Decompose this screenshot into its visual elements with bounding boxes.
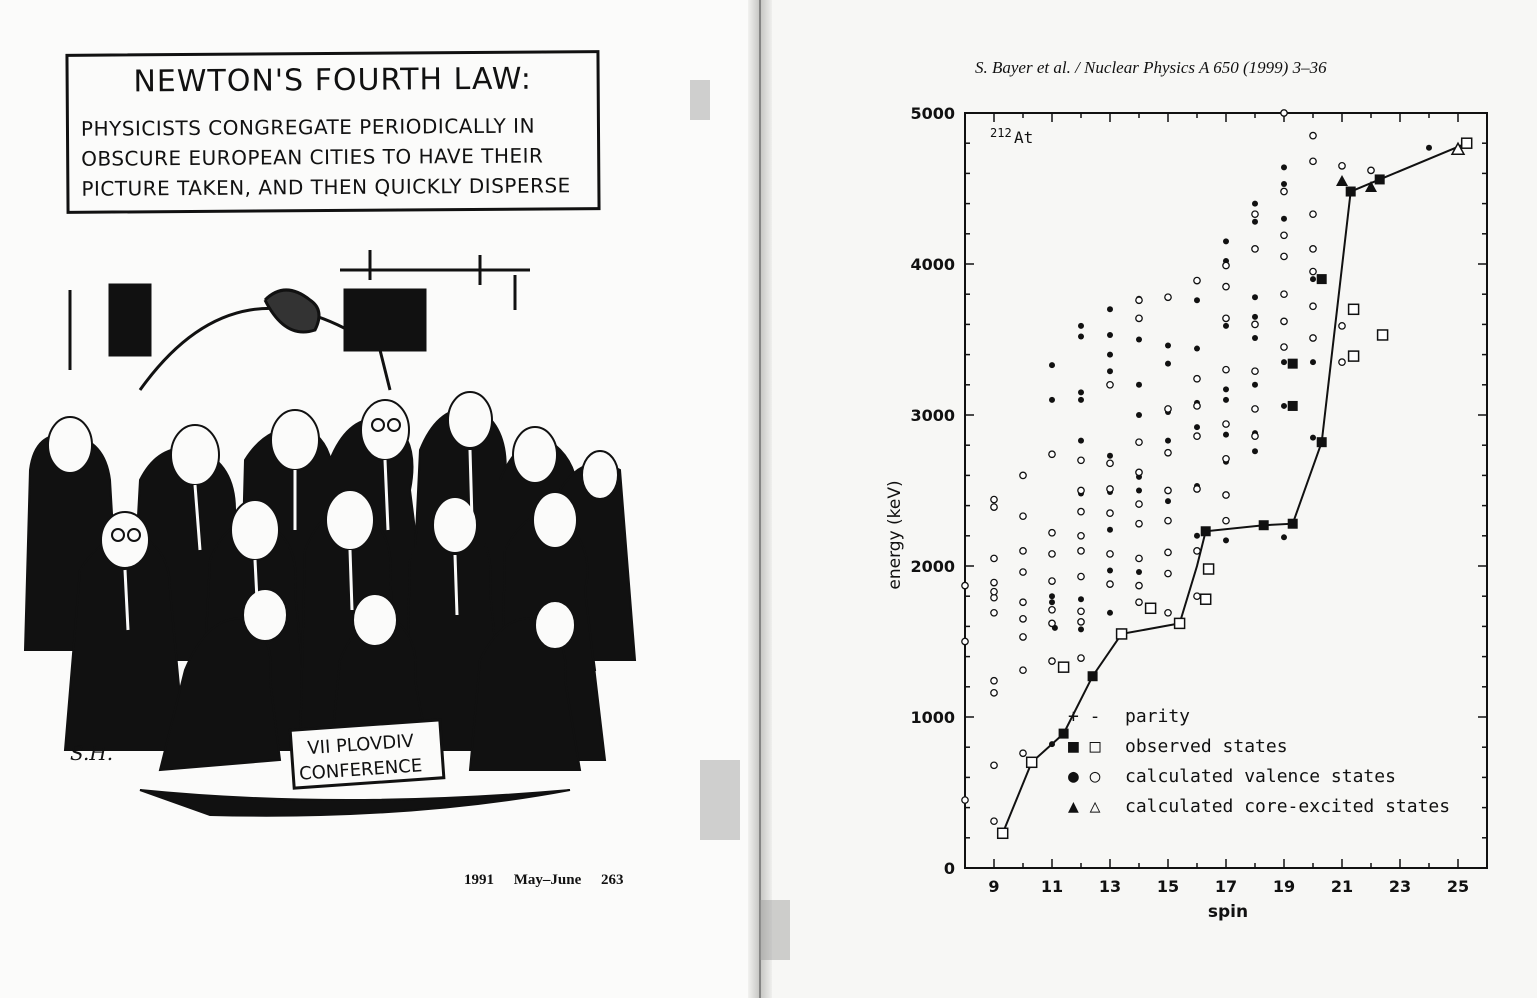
open-circle-point [1020, 472, 1026, 478]
filled-circle-point [1136, 412, 1142, 418]
filled-circle-point [1049, 593, 1055, 599]
open-circle-point [1165, 518, 1171, 524]
series-2 [998, 138, 1472, 838]
open-circle-point [1020, 599, 1026, 605]
filled-circle-point [1107, 527, 1113, 533]
cartoon-caption-line-1: PHYSICISTS CONGREGATE PERIODICALLY IN [80, 113, 536, 141]
open-circle-point [1252, 246, 1258, 252]
open-circle-point [1281, 232, 1287, 238]
open-circle-point [1310, 335, 1316, 341]
scan-noise [760, 900, 790, 960]
open-square-point [1378, 330, 1388, 340]
filled-circle-point [1136, 488, 1142, 494]
open-circle-point [1223, 456, 1229, 462]
open-square-point [1175, 618, 1185, 628]
open-circle-point [1136, 582, 1142, 588]
legend-symbols: ▲ △ [1068, 796, 1101, 817]
open-circle-point [1049, 578, 1055, 584]
open-circle-point [1107, 486, 1113, 492]
open-circle-point [1165, 610, 1171, 616]
filled-square-point [1317, 274, 1327, 284]
open-circle-point [1368, 167, 1374, 173]
cartoon-title: NEWTON'S FOURTH LAW: [133, 61, 532, 100]
open-circle-point [1020, 750, 1026, 756]
open-circle-point [1078, 533, 1084, 539]
filled-circle-point [1078, 438, 1084, 444]
open-circle-point [1223, 518, 1229, 524]
nucleus-mass-number: 212 [990, 126, 1012, 140]
filled-circle-point [1252, 219, 1258, 225]
open-circle-point [991, 678, 997, 684]
legend-label: parity [1125, 706, 1191, 727]
open-square-point [1204, 564, 1214, 574]
open-circle-point [962, 797, 968, 803]
open-circle-point [1020, 548, 1026, 554]
filled-circle-point [1223, 238, 1229, 244]
y-tick-label: 3000 [910, 406, 955, 425]
open-circle-point [991, 818, 997, 824]
filled-circle-point [1107, 368, 1113, 374]
legend-label: observed states [1125, 736, 1288, 757]
open-circle-point [1107, 581, 1113, 587]
y-tick-label: 0 [943, 859, 955, 878]
legend-label: calculated valence states [1125, 766, 1396, 787]
y-tick-label: 5000 [910, 104, 955, 123]
open-circle-point [962, 582, 968, 588]
footer-page-number: 263 [601, 872, 624, 888]
open-circle-point [1252, 368, 1258, 374]
filled-circle-point [1107, 568, 1113, 574]
nucleus-symbol: At [1014, 128, 1034, 147]
filled-circle-point [1223, 432, 1229, 438]
open-circle-point [991, 690, 997, 696]
filled-circle-point [1078, 626, 1084, 632]
filled-circle-point [1078, 389, 1084, 395]
open-circle-point [1078, 619, 1084, 625]
open-circle-point [1107, 460, 1113, 466]
open-circle-point [1107, 551, 1113, 557]
open-circle-point [1281, 253, 1287, 259]
open-circle-point [1107, 510, 1113, 516]
filled-square-point [1259, 520, 1269, 530]
open-circle-point [1049, 658, 1055, 664]
filled-circle-point [1252, 314, 1258, 320]
filled-circle-point [1165, 361, 1171, 367]
filled-circle-point [1281, 534, 1287, 540]
x-tick-label: 19 [1272, 877, 1296, 896]
filled-circle-point [1281, 403, 1287, 409]
filled-circle-point [1281, 359, 1287, 365]
open-circle-point [1281, 110, 1287, 116]
filled-square-point [1317, 437, 1327, 447]
open-circle-point [991, 588, 997, 594]
chart-legend [1068, 706, 1450, 817]
x-tick-label: 9 [988, 877, 1000, 896]
left-page [0, 0, 760, 998]
journal-header: S. Bayer et al. / Nuclear Physics A 650 (1999) 3–36 [975, 58, 1327, 77]
open-circle-point [1020, 616, 1026, 622]
open-circle-point [1223, 421, 1229, 427]
open-circle-point [1165, 406, 1171, 412]
open-circle-point [991, 555, 997, 561]
filled-circle-point [1194, 297, 1200, 303]
open-circle-point [1281, 291, 1287, 297]
filled-circle-point [1165, 438, 1171, 444]
open-circle-point [1310, 268, 1316, 274]
filled-circle-point [1223, 323, 1229, 329]
right-page [760, 0, 1537, 998]
open-circle-point [1049, 551, 1055, 557]
y-axis-title: energy (keV) [885, 480, 905, 590]
open-square-point [1027, 757, 1037, 767]
filled-circle-point [1252, 335, 1258, 341]
filled-circle-point [1078, 323, 1084, 329]
open-circle-point [1078, 655, 1084, 661]
page-footer [464, 872, 640, 889]
open-circle-point [1136, 599, 1142, 605]
filled-circle-point [1252, 382, 1258, 388]
filled-square-point [1346, 187, 1356, 197]
filled-circle-point [1426, 145, 1432, 151]
scan-noise [690, 80, 710, 120]
open-circle-point [1049, 451, 1055, 457]
open-circle-point [1252, 211, 1258, 217]
open-circle-point [1165, 450, 1171, 456]
open-circle-point [1339, 163, 1345, 169]
filled-circle-point [1252, 201, 1258, 207]
legend-symbols: ● ○ [1068, 766, 1101, 787]
open-circle-point [962, 638, 968, 644]
nucleus-label [990, 126, 1033, 147]
legend-symbols: ■ □ [1068, 736, 1101, 757]
filled-square-point [1288, 401, 1298, 411]
y-tick-label: 4000 [910, 255, 955, 274]
filled-circle-point [1136, 569, 1142, 575]
legend-symbols: + - [1068, 706, 1101, 727]
open-circle-point [1049, 530, 1055, 536]
x-tick-label: 15 [1156, 877, 1180, 896]
open-circle-point [1252, 433, 1258, 439]
open-circle-point [991, 496, 997, 502]
filled-circle-point [1049, 362, 1055, 368]
cartoon-illustration [10, 230, 650, 830]
open-circle-point [1310, 303, 1316, 309]
y-tick-label: 2000 [910, 557, 955, 576]
filled-circle-point [1107, 306, 1113, 312]
banner-line-2: CONFERENCE [298, 755, 423, 785]
filled-circle-point [1194, 424, 1200, 430]
filled-circle-point [1310, 435, 1316, 441]
open-circle-point [1223, 262, 1229, 268]
filled-circle-point [1049, 599, 1055, 605]
x-tick-label: 13 [1098, 877, 1122, 896]
filled-circle-point [1223, 397, 1229, 403]
filled-circle-point [1107, 352, 1113, 358]
filled-circle-point [1078, 333, 1084, 339]
filled-circle-point [1136, 382, 1142, 388]
filled-circle-point [1281, 216, 1287, 222]
filled-circle-point [1165, 498, 1171, 504]
open-square-point [998, 828, 1008, 838]
filled-square-point [1288, 519, 1298, 529]
open-circle-point [1136, 521, 1142, 527]
banner-line-1: VII PLOVDIV [306, 730, 415, 760]
open-circle-point [1223, 315, 1229, 321]
open-circle-point [1194, 486, 1200, 492]
open-circle-point [1020, 513, 1026, 519]
filled-circle-point [1310, 359, 1316, 365]
open-circle-point [1165, 570, 1171, 576]
open-circle-point [1136, 501, 1142, 507]
open-circle-point [991, 504, 997, 510]
open-circle-point [1078, 508, 1084, 514]
filled-circle-point [1049, 397, 1055, 403]
filled-circle-point [1194, 346, 1200, 352]
scan-noise [700, 760, 740, 840]
x-tick-label: 17 [1214, 877, 1238, 896]
open-square-point [1462, 138, 1472, 148]
open-circle-point [1252, 406, 1258, 412]
open-circle-point [1078, 457, 1084, 463]
open-circle-point [1339, 323, 1345, 329]
open-square-point [1349, 304, 1359, 314]
filled-circle-point [1194, 533, 1200, 539]
open-circle-point [1194, 548, 1200, 554]
open-circle-point [1310, 211, 1316, 217]
open-circle-point [1281, 318, 1287, 324]
filled-circle-point [1078, 397, 1084, 403]
open-circle-point [1107, 382, 1113, 388]
filled-circle-point [1223, 386, 1229, 392]
x-tick-label: 11 [1040, 877, 1064, 896]
open-circle-point [991, 610, 997, 616]
x-axis-title: spin [1207, 902, 1249, 922]
filled-circle-point [1281, 181, 1287, 187]
open-circle-point [1194, 277, 1200, 283]
open-circle-point [991, 762, 997, 768]
open-circle-point [1223, 492, 1229, 498]
open-circle-point [1078, 573, 1084, 579]
open-circle-point [991, 579, 997, 585]
open-circle-point [1194, 376, 1200, 382]
open-circle-point [1165, 487, 1171, 493]
open-circle-point [1194, 593, 1200, 599]
open-circle-point [1165, 549, 1171, 555]
filled-square-point [1088, 671, 1098, 681]
filled-circle-point [1107, 610, 1113, 616]
open-circle-point [1136, 555, 1142, 561]
filled-circle-point [1049, 741, 1055, 747]
filled-square-point [1375, 174, 1385, 184]
x-tick-label: 25 [1446, 877, 1470, 896]
x-tick-label: 21 [1330, 877, 1354, 896]
open-circle-point [1020, 569, 1026, 575]
filled-circle-point [1252, 294, 1258, 300]
book-gutter [748, 0, 772, 998]
legend-label: calculated core-excited states [1125, 796, 1451, 817]
cartoon-background [70, 250, 530, 390]
filled-circle-point [1136, 337, 1142, 343]
open-circle-point [1281, 188, 1287, 194]
cartoon-caption-line-3: PICTURE TAKEN, AND THEN QUICKLY DISPERSE [81, 173, 571, 201]
open-circle-point [1049, 607, 1055, 613]
open-circle-point [1194, 403, 1200, 409]
open-circle-point [1339, 359, 1345, 365]
filled-circle-point [1281, 164, 1287, 170]
open-circle-point [1223, 367, 1229, 373]
yrast-line [1003, 143, 1467, 833]
open-square-point [1059, 662, 1069, 672]
open-square-point [1146, 603, 1156, 613]
filled-triangle-point [1336, 175, 1348, 186]
filled-square-point [1201, 526, 1211, 536]
filled-circle-point [1078, 596, 1084, 602]
filled-circle-point [1223, 537, 1229, 543]
open-circle-point [1223, 283, 1229, 289]
open-circle-point [1136, 297, 1142, 303]
open-circle-point [1136, 469, 1142, 475]
filled-circle-point [1107, 332, 1113, 338]
x-tick-label: 23 [1388, 877, 1412, 896]
open-circle-point [1020, 667, 1026, 673]
open-circle-point [1165, 294, 1171, 300]
footer-year: 1991 [464, 872, 494, 888]
cartoon-caption-box [65, 50, 600, 214]
open-circle-point [1194, 433, 1200, 439]
open-circle-point [1078, 608, 1084, 614]
footer-issue: May–June [513, 872, 582, 888]
open-circle-point [1136, 315, 1142, 321]
open-circle-point [1078, 487, 1084, 493]
cartoon-caption-line-2: OBSCURE EUROPEAN CITIES TO HAVE THEIR [81, 143, 544, 171]
open-circle-point [1310, 132, 1316, 138]
open-square-point [1201, 594, 1211, 604]
filled-square-point [1288, 359, 1298, 369]
open-circle-point [1310, 158, 1316, 164]
filled-circle-point [1107, 453, 1113, 459]
energy-spin-chart [860, 95, 1500, 935]
series-0 [1003, 143, 1467, 833]
y-tick-label: 1000 [910, 708, 955, 727]
open-circle-point [1020, 634, 1026, 640]
cartoonist-signature: S.H. [70, 741, 114, 765]
filled-circle-point [1165, 343, 1171, 349]
data-series [962, 110, 1472, 838]
filled-circle-point [1252, 448, 1258, 454]
open-circle-point [1049, 620, 1055, 626]
open-circle-point [1078, 548, 1084, 554]
open-circle-point [1252, 321, 1258, 327]
open-circle-point [1136, 439, 1142, 445]
open-square-point [1117, 629, 1127, 639]
open-circle-point [1310, 246, 1316, 252]
open-square-point [1349, 351, 1359, 361]
open-circle-point [1281, 344, 1287, 350]
filled-circle-point [1310, 276, 1316, 282]
conference-banner [290, 720, 444, 788]
